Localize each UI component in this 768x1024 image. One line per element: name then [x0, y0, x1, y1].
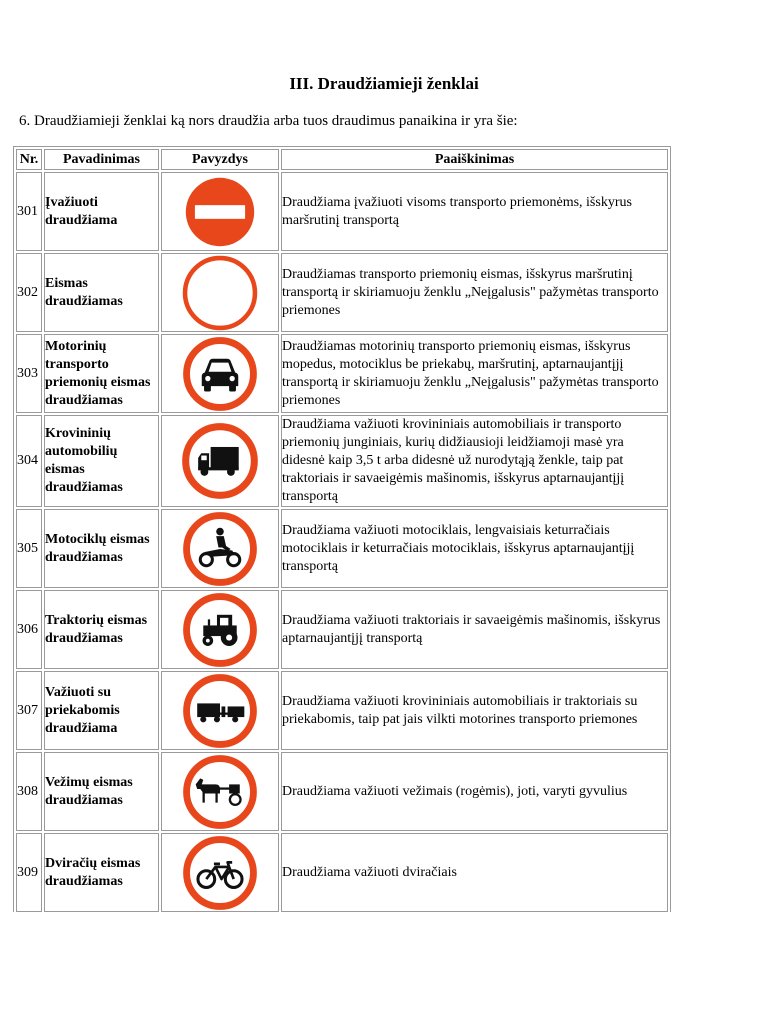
row-name: Įvažiuoti draudžiama [44, 172, 159, 251]
row-name: Motociklų eismas draudžiamas [44, 509, 159, 588]
row-name: Dviračių eismas draudžiamas [44, 833, 159, 912]
no-motor-vehicles-sign-icon [182, 336, 258, 412]
no-vehicles-sign-icon [182, 255, 258, 331]
signs-table [13, 146, 671, 915]
row-name: Eismas draudžiamas [44, 253, 159, 332]
no-trucks-sign-icon [181, 422, 259, 500]
row-nr: 309 [16, 833, 42, 912]
row-nr: 308 [16, 752, 42, 831]
row-description: Draudžiama važiuoti motociklais, lengvaisiais keturračiais motociklais ir keturračiais motociklais, išskyrus aptarnaujantįjį transportą [281, 509, 668, 588]
no-tractors-sign-icon [182, 592, 258, 668]
row-nr: 306 [16, 590, 42, 669]
intro-paragraph: 6. Draudžiamieji ženklai ką nors draudžia arba tuos draudimus panaikina ir yra šie: [19, 113, 518, 129]
header-example: Pavyzdys [161, 149, 279, 170]
header-name: Pavadinimas [44, 149, 159, 170]
table-row [16, 415, 668, 507]
page-title: III. Draudžiamieji ženklai [289, 74, 479, 93]
page-bottom-blank [0, 912, 768, 1024]
no-entry-sign-icon [182, 174, 258, 250]
header-description: Paaiškinimas [281, 149, 668, 170]
row-name: Vežimų eismas draudžiamas [44, 752, 159, 831]
table-row [16, 334, 668, 413]
table-row [16, 752, 668, 831]
table-row [16, 671, 668, 750]
table-row [16, 509, 668, 588]
row-nr: 307 [16, 671, 42, 750]
table-row [16, 172, 668, 251]
no-motorcycles-sign-icon [182, 511, 258, 587]
row-nr: 304 [16, 415, 42, 507]
row-description: Draudžiama važiuoti traktoriais ir savaeigėmis mašinomis, išskyrus aptarnaujantįjį transportą [281, 590, 668, 669]
row-name: Važiuoti su priekabomis draudžiama [44, 671, 159, 750]
row-description: Draudžiama važiuoti krovininiais automobiliais ir traktoriais su priekabomis, taip pat jais vilkti motorines transporto priemones [281, 671, 668, 750]
row-description: Draudžiamas transporto priemonių eismas, išskyrus maršrutinį transportą ir skiriamuoju ženklu „Neįgalusis" pažymėtas transporto priemones [281, 253, 668, 332]
row-name: Krovininių automobilių eismas draudžiamas [44, 415, 159, 507]
row-name: Motorinių transporto priemonių eismas draudžiamas [44, 334, 159, 413]
row-nr: 301 [16, 172, 42, 251]
row-description: Draudžiama važiuoti dviračiais [281, 833, 668, 912]
no-horse-carts-sign-icon [182, 754, 258, 830]
row-nr: 302 [16, 253, 42, 332]
row-description: Draudžiamas motorinių transporto priemonių eismas, išskyrus mopedus, motociklus be priekabų, maršrutinį, aptarnaujantįjį transportą ir skiriamuoju ženklu „Neįgalusis" pažymėtas transporto priemones [281, 334, 668, 413]
row-name: Traktorių eismas draudžiamas [44, 590, 159, 669]
row-nr: 305 [16, 509, 42, 588]
no-trailers-sign-icon [182, 673, 258, 749]
header-nr: Nr. [16, 149, 42, 170]
row-description: Draudžiama važiuoti vežimais (rogėmis), joti, varyti gyvulius [281, 752, 668, 831]
no-bicycles-sign-icon [182, 835, 258, 911]
table-row [16, 590, 668, 669]
row-description: Draudžiama įvažiuoti visoms transporto priemonėms, išskyrus maršrutinį transportą [281, 172, 668, 251]
row-description: Draudžiama važiuoti krovininiais automobiliais ir transporto priemonių junginiais, kurių didžiausioji leidžiamoji masė yra didesnė kaip 3,5 t arba didesnė už nurodytąją ženkle, taip pat traktoriais ir savaeigėmis mašinomis, išskyrus aptarnaujantįjį transportą [281, 415, 668, 507]
row-nr: 303 [16, 334, 42, 413]
table-header-row [16, 149, 668, 170]
table-row [16, 253, 668, 332]
table-row [16, 833, 668, 912]
